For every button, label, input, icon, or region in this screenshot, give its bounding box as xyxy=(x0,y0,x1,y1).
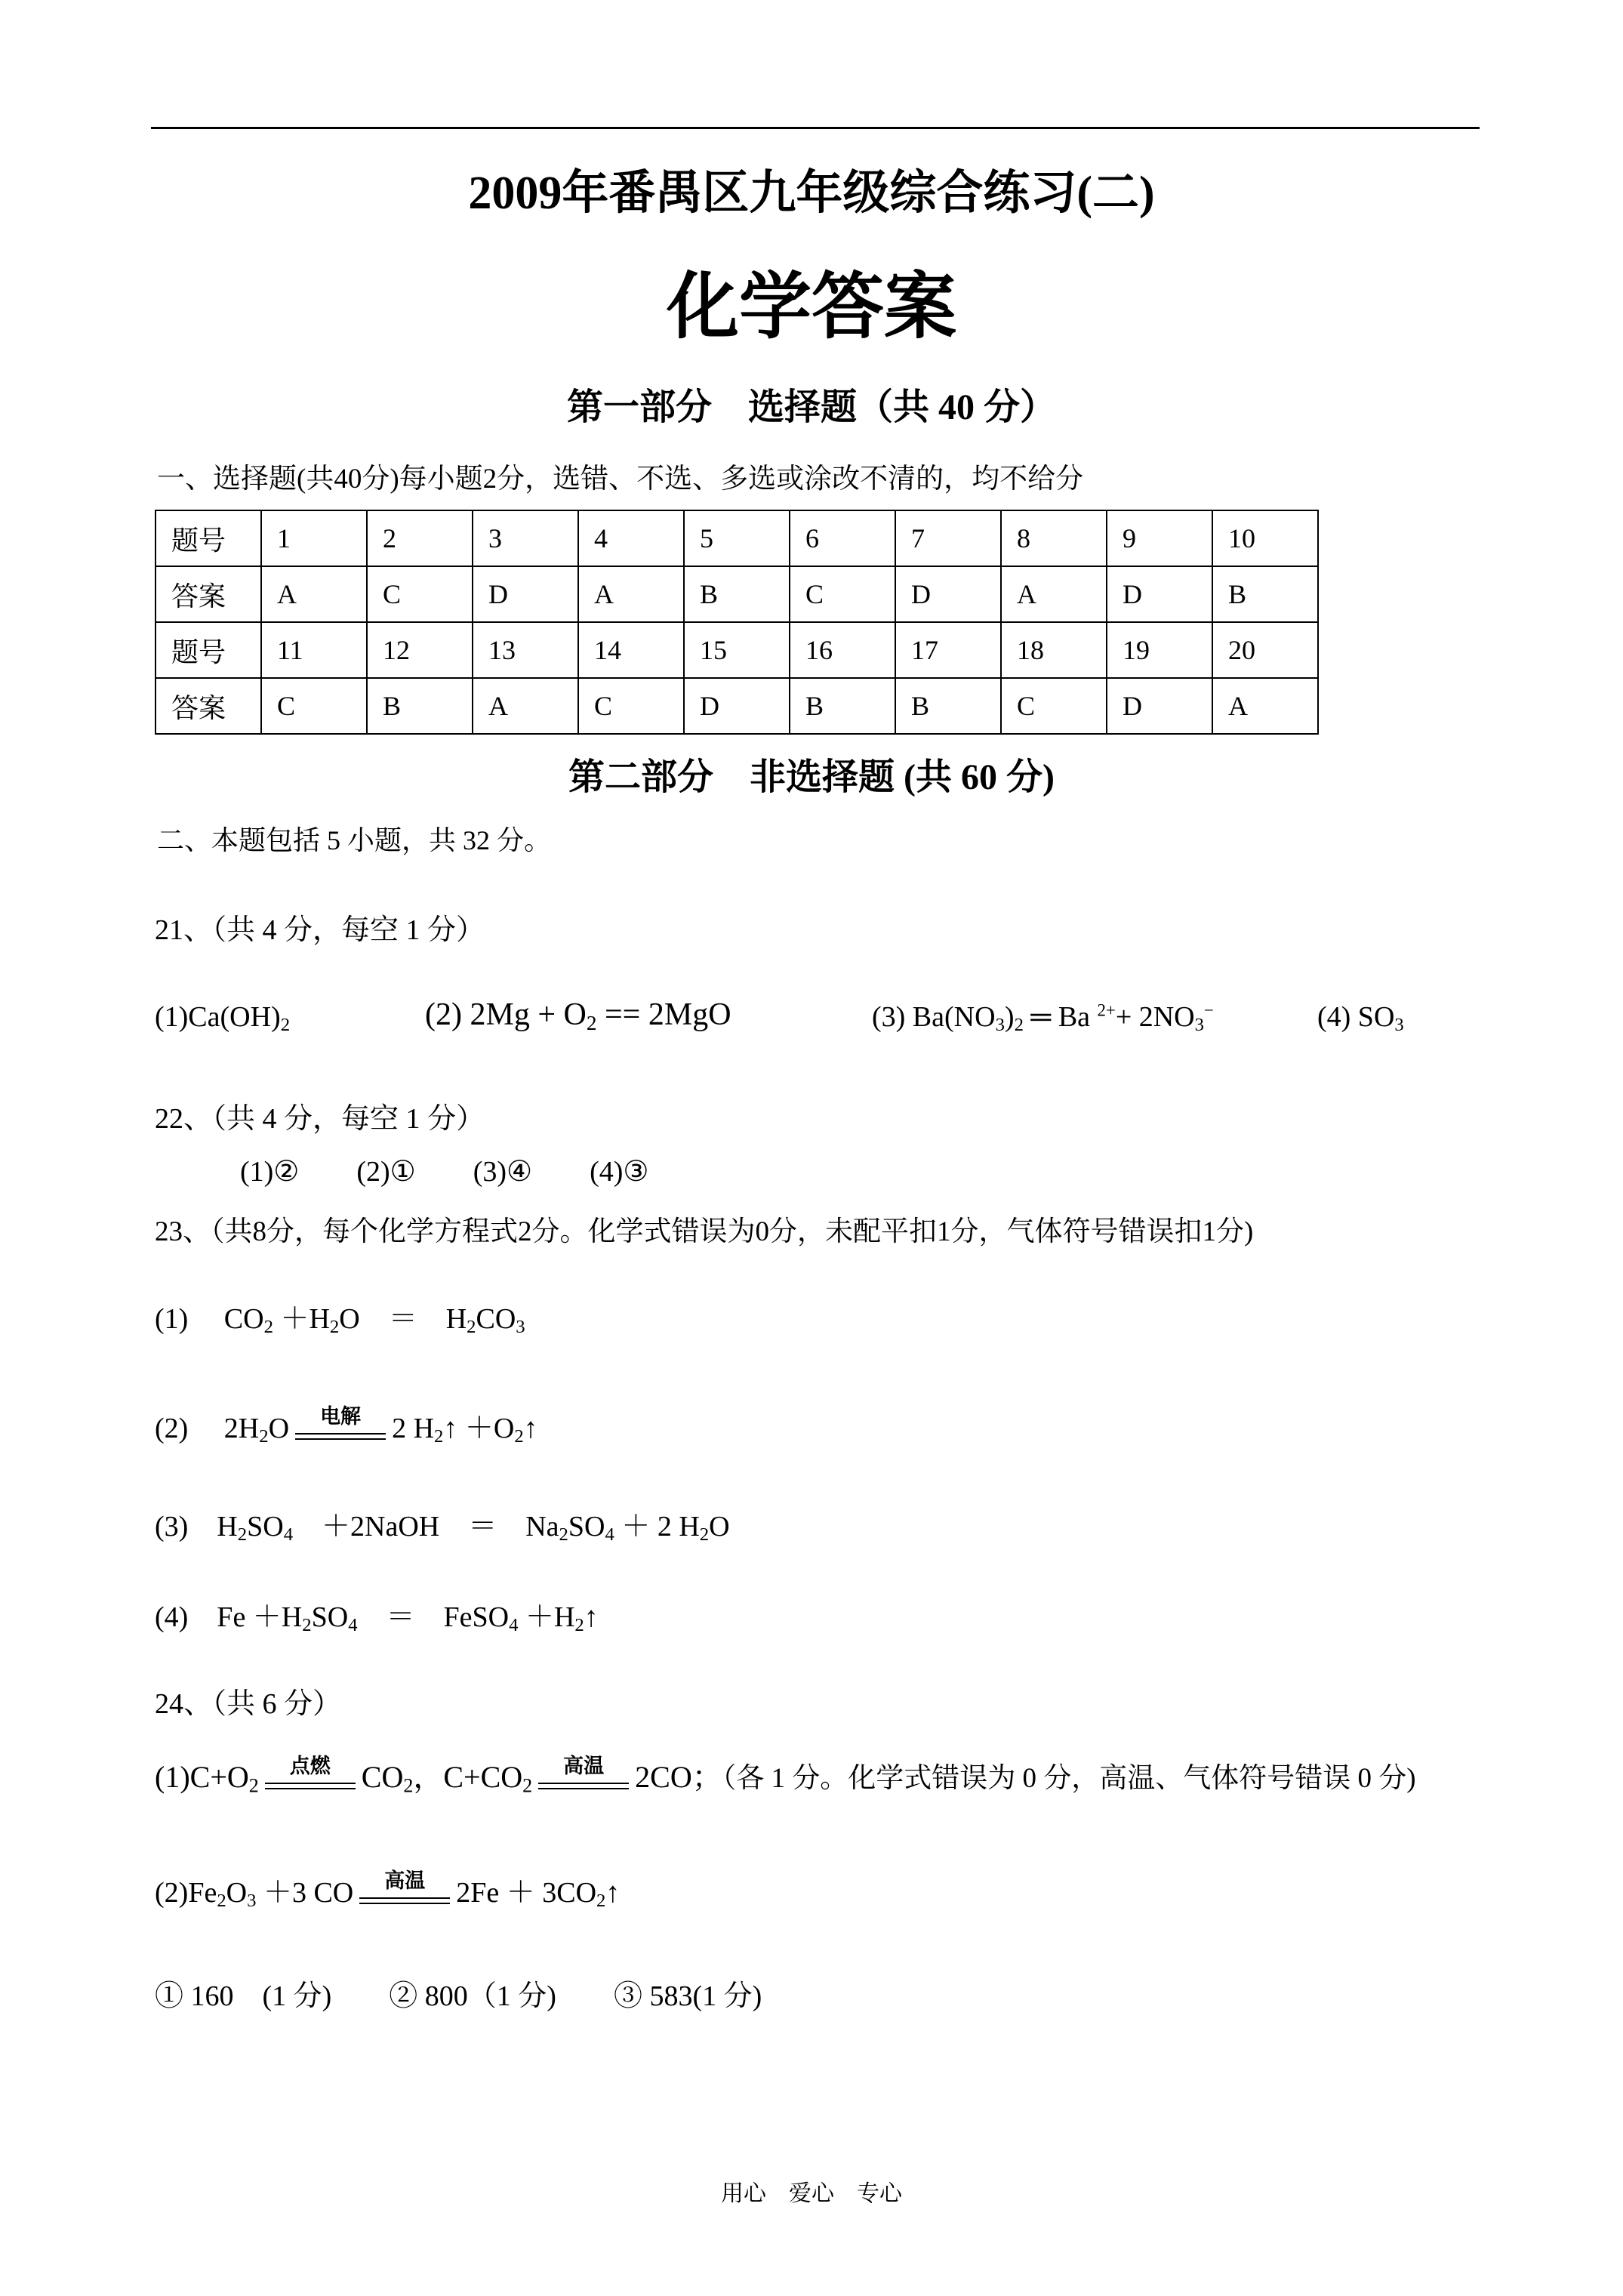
table-cell: 11 xyxy=(261,622,367,678)
table-cell: D xyxy=(473,566,578,622)
table-cell: B xyxy=(895,678,1001,734)
table-cell: C xyxy=(790,566,895,622)
table-cell: 18 xyxy=(1001,622,1107,678)
part2-heading: 第二部分 非选择题 (共 60 分) xyxy=(568,757,1055,797)
table-cell: 16 xyxy=(790,622,895,678)
q22-label: 22、（共 4 分，每空 1 分） xyxy=(155,1103,485,1135)
reaction-arrow xyxy=(538,1754,629,1798)
reaction-condition: 高温 xyxy=(384,1869,426,1894)
table-cell: A xyxy=(261,566,367,622)
table-cell: 2 xyxy=(367,510,473,566)
table-cell: 5 xyxy=(684,510,790,566)
table-cell: 15 xyxy=(684,622,790,678)
table-cell: B xyxy=(1212,566,1318,622)
table-cell: 7 xyxy=(895,510,1001,566)
table-cell: C xyxy=(367,566,473,622)
table-row xyxy=(156,678,1318,734)
q23-equation-1: (1) $CO_2 +H_2O$ ＝ $H_2CO_3$ xyxy=(155,1303,525,1338)
table-cell: A xyxy=(578,566,684,622)
table-cell: D xyxy=(1107,678,1212,734)
table-cell: 14 xyxy=(578,622,684,678)
q24-line-2: $(2)Fe_2O_3 +3$ CO 高温 $2Fe + 3CO_2↑$ xyxy=(155,1869,620,1912)
reaction-condition: 电解 xyxy=(320,1405,362,1429)
reaction-arrow xyxy=(265,1754,356,1798)
equation-rhs: 2 $H_2↑$ $+O_2↑$ xyxy=(392,1413,538,1447)
table-cell: B xyxy=(684,566,790,622)
table-cell: A xyxy=(1212,678,1318,734)
table-cell: C xyxy=(261,678,367,734)
table-cell: A xyxy=(473,678,578,734)
q23-equation-2 xyxy=(155,1404,538,1448)
table-cell: 10 xyxy=(1212,510,1318,566)
table-cell: B xyxy=(790,678,895,734)
q24-line-1: $(1)C+O_2$ 点燃 $CO_2$，$C+CO_2$ 高温 2CO；（各 1 分。化学式错误为 0 分，高温、气体符号错误 0 分) xyxy=(155,1753,1416,1798)
row-header: 题号 xyxy=(156,510,261,566)
reaction-condition: 高温 xyxy=(563,1754,605,1778)
document-title: 2009年番禺区九年级综合练习(二) xyxy=(468,168,1155,219)
table-row xyxy=(156,566,1318,622)
table-cell: 13 xyxy=(473,622,578,678)
table-cell: 19 xyxy=(1107,622,1212,678)
row-header: 题号 xyxy=(156,622,261,678)
table-cell: C xyxy=(1001,678,1107,734)
reaction-arrow xyxy=(359,1869,450,1912)
table-cell: D xyxy=(684,678,790,734)
table-cell: A xyxy=(1001,566,1107,622)
q24-calculation: ① 160 (1 分) ② 800（1 分) ③ 583(1 分) xyxy=(155,1980,762,2012)
q23-equation-3: (3) $H_2SO_4$ ＋2NaOH ＝ $Na_2SO_4 + 2$ $H_2O$ xyxy=(155,1511,730,1546)
table-cell: 8 xyxy=(1001,510,1107,566)
answer-table xyxy=(155,510,1319,735)
table-row xyxy=(156,622,1318,678)
table-cell: 1 xyxy=(261,510,367,566)
reaction-arrow xyxy=(295,1405,386,1448)
table-cell: 4 xyxy=(578,510,684,566)
part1-heading: 第一部分 选择题（共 40 分） xyxy=(566,387,1056,427)
document-subtitle: 化学答案 xyxy=(667,267,956,347)
table-cell: D xyxy=(895,566,1001,622)
q21-answer-4: (4) $SO_3$ xyxy=(1317,1001,1404,1036)
table-cell: D xyxy=(1107,566,1212,622)
q23-equation-4: (4) $Fe +H_2SO_4$ ＝ FeSO$_4$ $+H_2↑$ xyxy=(155,1601,599,1636)
table-cell: 9 xyxy=(1107,510,1212,566)
page-footer: 用心 爱心 专心 xyxy=(721,2180,902,2207)
table-row xyxy=(156,510,1318,566)
equation-lhs: (2) $2H_2O$ xyxy=(155,1413,290,1447)
row-header: 答案 xyxy=(156,566,261,622)
top-rule xyxy=(151,127,1480,129)
part2-intro: 二、本题包括 5 小题，共 32 分。 xyxy=(157,825,552,855)
reaction-condition: 点燃 xyxy=(289,1754,331,1778)
table-cell: 6 xyxy=(790,510,895,566)
q21-answer-1: $(1)Ca(OH)_2$ xyxy=(155,1001,291,1036)
table-cell: 17 xyxy=(895,622,1001,678)
table-cell: 12 xyxy=(367,622,473,678)
table-cell: 20 xyxy=(1212,622,1318,678)
q22-answers: (1)② (2)① (3)④ (4)③ xyxy=(240,1156,649,1188)
q24-line1-prefix: (1) xyxy=(155,1760,190,1794)
table-cell: C xyxy=(578,678,684,734)
q24-line2-prefix: (2) xyxy=(155,1877,189,1909)
table-cell: B xyxy=(367,678,473,734)
q24-label: 24、（共 6 分） xyxy=(155,1688,342,1720)
part1-instructions: 一、选择题(共40分)每小题2分，选错、不选、多选或涂改不清的，均不给分 xyxy=(157,464,1084,495)
row-header: 答案 xyxy=(156,678,261,734)
q21-answer-3: (3) $Ba(NO_3)_2$ ═ Ba $^{2+}+ 2NO_3^-$ xyxy=(872,1000,1214,1036)
table-cell: 3 xyxy=(473,510,578,566)
q24-note: （各 1 分。化学式错误为 0 分，高温、气体符号错误 0 分) xyxy=(722,1763,1416,1794)
q21-answer-2: (2) $2Mg + O_2 == 2MgO$ xyxy=(425,997,731,1034)
q21-label: 21、（共 4 分，每空 1 分） xyxy=(155,914,485,946)
q23-label: 23、（共8分，每个化学方程式2分。化学式错误为0分，未配平扣1分，气体符号错误扣1分) xyxy=(155,1216,1254,1247)
